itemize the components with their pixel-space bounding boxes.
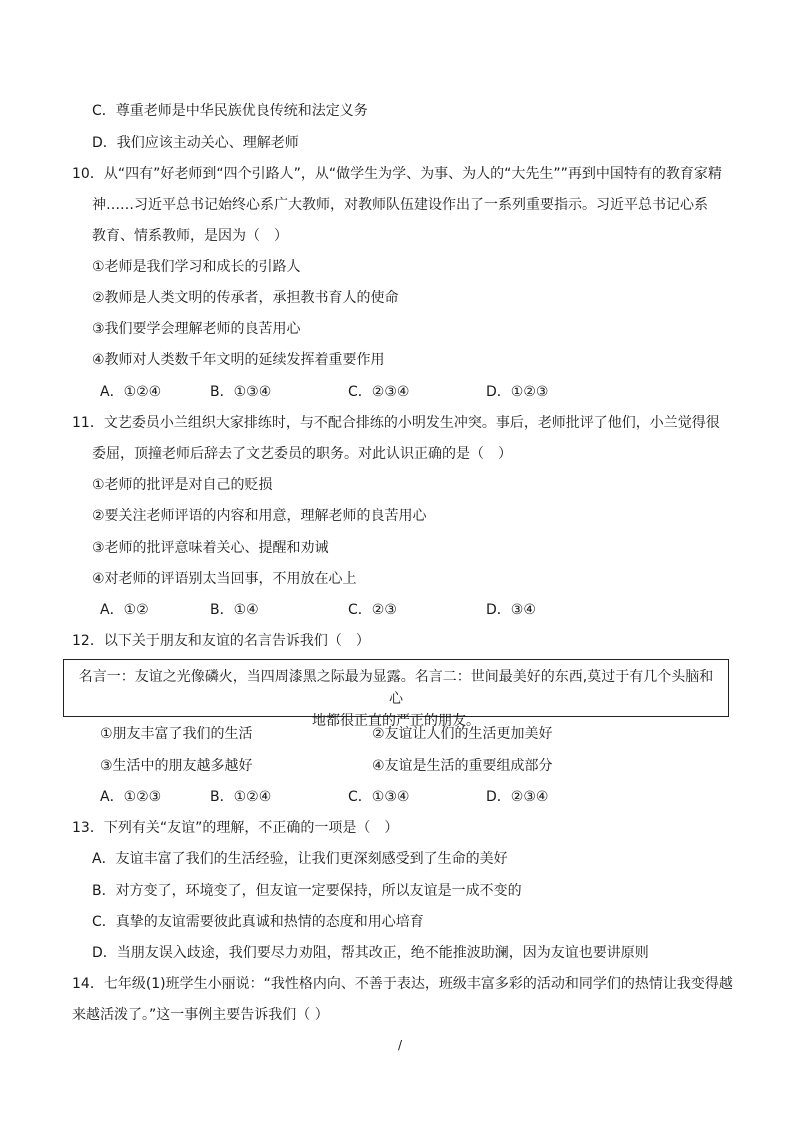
q10-stem-line2: 神……习近平总书记始终心系广大教师，对教师队伍建设作出了一系列重要指示。习近平总书记心系 [92, 197, 708, 213]
q11-item-1: ①老师的批评是对自己的贬损 [92, 477, 273, 493]
q13-option-a: A．友谊丰富了我们的生活经验，让我们更深刻感受到了生命的美好 [92, 851, 508, 867]
q12-item-1: ①朋友丰富了我们的生活 [100, 726, 253, 742]
q14-stem-line1: 14．七年级(1)班学生小丽说：“我性格内向、不善于表达，班级丰富多彩的活动和同学们的热情让我变得越 [72, 976, 733, 992]
q12-option-b: B．①②④ [210, 789, 272, 805]
quote-line-2: 地都很正直的严正的朋友。 [312, 713, 480, 729]
q13-stem: 13．下列有关“友谊”的理解，不正确的一项是（ ） [72, 820, 399, 836]
q11-item-3: ③老师的批评意味着关心、提醒和劝诫 [92, 540, 329, 556]
q9-option-c: C．尊重老师是中华民族优良传统和法定义务 [92, 103, 368, 119]
q10-item-4: ④教师对人类数千年文明的延续发挥着重要作用 [92, 352, 385, 368]
quote-line-1: 名言一：友谊之光像磷火，当四周漆黑之际最为显露。名言二：世间最美好的东西,莫过于有几个头脑和心 [78, 669, 714, 707]
q11-option-a: A．①② [100, 602, 149, 618]
q11-item-4: ④对老师的评语别太当回事，不用放在心上 [92, 571, 357, 587]
q9-option-d: D．我们应该主动关心、理解老师 [92, 135, 299, 151]
q10-option-d: D．①②③ [486, 384, 549, 400]
q12-item-3: ③生活中的朋友越多越好 [100, 758, 253, 774]
q12-item-2: ②友谊让人们的生活更加美好 [372, 726, 553, 742]
q11-stem-line1: 11．文艺委员小兰组织大家排练时，与不配合排练的小明发生冲突。事后，老师批评了他们，小兰觉得很 [72, 415, 720, 431]
page-footer-mark: / [398, 1038, 403, 1052]
q11-option-c: C．②③ [348, 602, 397, 618]
q10-option-b: B．①③④ [210, 384, 272, 400]
q10-option-a: A．①②④ [100, 384, 162, 400]
q13-option-d: D．当朋友误入歧途，我们要尽力劝阻，帮其改正，绝不能推波助澜，因为友谊也要讲原则 [92, 945, 649, 961]
q11-stem-line2: 委屈，顶撞老师后辞去了文艺委员的职务。对此认识正确的是（ ） [92, 446, 512, 462]
q10-stem-line1: 10．从“四有”好老师到“四个引路人”，从“做学生为学、为事、为人的“大先生””再到中国特有的教育家精 [72, 166, 722, 182]
q10-stem-line3: 教育、情系教师，是因为（ ） [92, 228, 288, 244]
q12-stem: 12．以下关于朋友和友谊的名言告诉我们（ ） [72, 633, 370, 649]
q10-item-3: ③我们要学会理解老师的良苦用心 [92, 321, 301, 337]
q12-option-d: D．②③④ [486, 789, 549, 805]
q10-item-1: ①老师是我们学习和成长的引路人 [92, 259, 301, 275]
q10-item-2: ②教师是人类文明的传承者，承担教书育人的使命 [92, 290, 399, 306]
q13-option-b: B．对方变了，环境变了，但友谊一定要保持，所以友谊是一成不变的 [92, 883, 522, 899]
q13-option-c: C．真挚的友谊需要彼此真诚和热情的态度和用心培育 [92, 914, 424, 930]
q11-item-2: ②要关注老师评语的内容和用意，理解老师的良苦用心 [92, 508, 427, 524]
q10-option-c: C．②③④ [348, 384, 410, 400]
q14-stem-line2: 来越活泼了。”这一事例主要告诉我们（ ） [72, 1007, 329, 1023]
q12-option-a: A．①②③ [100, 789, 162, 805]
quote-box [63, 659, 729, 729]
q12-option-c: C．①③④ [348, 789, 410, 805]
q11-option-b: B．①④ [210, 602, 259, 618]
q11-option-d: D．③④ [486, 602, 536, 618]
q12-item-4: ④友谊是生活的重要组成部分 [372, 758, 553, 774]
